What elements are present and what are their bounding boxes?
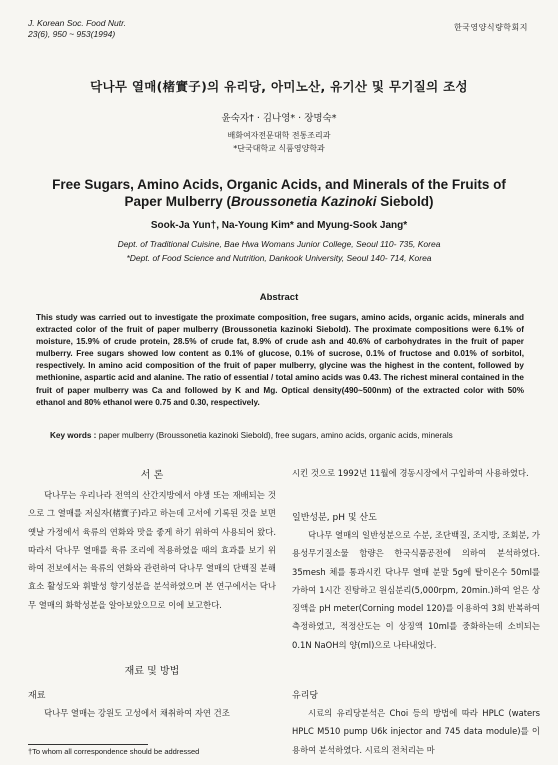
- keywords-label: Key words :: [50, 431, 97, 440]
- materials-paragraph: 닥나무 열매는 강원도 고성에서 채취하여 자연 건조: [44, 708, 230, 718]
- free-sugars-paragraph: 시료의 유리당분석은 Choi 등의 방법에 따라 HPLC (waters HPLC M510 pump U6k injector and 745 data module)를 이용하여 분석하였다. 시료의 전처리는 마: [292, 708, 540, 755]
- abstract-body: This study was carried out to investigate the proximate composition, free sugars, amino acids, organic acids, minerals and extracted color of the fruit of paper mulberry (Broussonetia kazinoki Siebold). The proximate compositions were 6.1% of moisture, 15.9% of crude protein, 28.5% of crude fat, 8.9% of crude ash and 40.6% of carbohydrates in the fruit of paper mulberry. Free sugars showed low content as 0.1% of glucose, 0.1% of sucrose, 0.1% of fructose and 0.01% of sorbitol, respectively. In amino acid composition of the fruit of paper mulberry, glycine was the highest in the content, followed by methionine, aspartic acid and alanine. The ratio of essential / total amino acids was 0.43. The richest mineral contained in the fruit of paper mulberry was Ca and followed by K and Mg. Optical density(490~500nm) of the extracted color with 50% ethanol and 80% ethanol were 0.75 and 0.30, respectively.: [36, 313, 524, 407]
- keywords: [50, 431, 540, 440]
- english-title-part: Siebold): [376, 194, 434, 209]
- english-title-line-2: [0, 193, 558, 210]
- correspondence-footnote: †To whom all correspondence should be addressed: [28, 747, 200, 756]
- introduction-paragraph: 닥나무는 우리나라 전역의 산간지방에서 야생 또는 재배되는 것으로 그 열매를 저실자(楮實子)라고 하는데 고서에 기록된 것을 보면 옛날 가정에서 육류의 연화와 맛을 좋게 하기 위하여 사용되어 왔다. 따라서 닥나무 열매를 육류 조리에 적용하였을 때의 효과를 보기 위하여 전보에서는 육류의 연화와 관련하여 닥나무 열매의 단백질 분해효소 활성도와 휘발성 향기성분을 분석하였으며 본 연구에서는 닥나무 열매의 화학성분을 알아보았으므로 이에 보고한다.: [28, 490, 276, 610]
- species-name: Broussonetia Kazinoki: [231, 194, 377, 209]
- korean-title: 닥나무 열매(楮實子)의 유리당, 아미노산, 유기산 및 무기질의 조성: [90, 79, 468, 94]
- general-composition-paragraph: 닥나무 열매의 일반성분으로 수분, 조단백질, 조지방, 조회분, 가용성무기질소물 함량은 한국식품공전에 의하여 분석하였다. 35mesh 체를 통과시킨 닥나무 열매 분말 5g에 탈이온수 50ml를 가하여 1시간 진탕하고 원심분리(5,000rpm, 20min.)하여 얻은 상징액을 pH meter(Corning model 120)를 이용하여 3회 반복하여 측정하였고, 적정산도는 이 상징액 10ml를 중화하는데 소비되는 0.1N NaOH의 양(ml)으로 나타내었다.: [292, 530, 540, 650]
- footnote-divider: [28, 744, 148, 745]
- english-authors: Sook-Ja Yun†, Na-Young Kim* and Myung-Sook Jang*: [150, 220, 408, 231]
- journal-name: J. Korean Soc. Food Nutr.: [28, 18, 126, 28]
- introduction-heading: 서 론: [140, 470, 164, 481]
- english-affiliation-1: Dept. of Traditional Cuisine, Bae Hwa Womans Junior College, Seoul 110- 735, Korea: [117, 239, 441, 249]
- english-title: [0, 176, 558, 210]
- keywords-text: paper mulberry (Broussonetia kazinoki Siebold), free sugars, amino acids, organic acids, minerals: [96, 431, 453, 440]
- free-sugars-heading: 유리당: [292, 691, 319, 701]
- materials-heading: 재료: [28, 691, 46, 701]
- journal-volume: 23(6), 950 ~ 953(1994): [28, 29, 116, 39]
- journal-citation: [28, 18, 126, 40]
- journal-korean-name: 한국영양식량학회지: [453, 23, 528, 32]
- general-composition-heading: 일반성분, pH 및 산도: [292, 513, 377, 523]
- english-title-part: Paper Mulberry (: [124, 194, 231, 209]
- korean-affiliation-1: 배화여자전문대학 전통조리과: [227, 131, 331, 140]
- methods-heading: 재료 및 방법: [124, 666, 180, 677]
- english-title-line-1: Free Sugars, Amino Acids, Organic Acids, and Minerals of the Fruits of: [52, 177, 506, 192]
- continuation-paragraph: 시킨 것으로 1992년 11월에 경동시장에서 구입하여 사용하였다.: [292, 468, 529, 478]
- english-affiliation-2: *Dept. of Food Science and Nutrition, Dankook University, Seoul 140- 714, Korea: [126, 253, 432, 263]
- korean-authors: 윤숙자† · 김나영* · 장명숙*: [221, 113, 337, 124]
- abstract-heading: Abstract: [259, 292, 299, 303]
- korean-affiliation-2: *단국대학교 식품영양학과: [233, 144, 325, 153]
